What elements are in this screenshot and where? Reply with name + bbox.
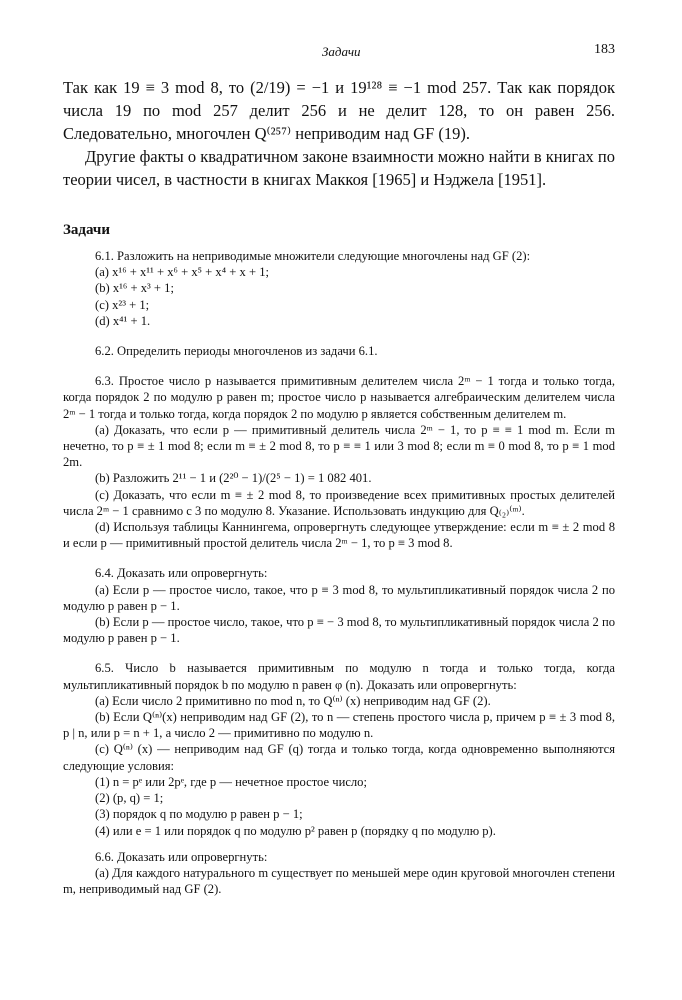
problem-6-6-a: (a) Для каждого натурального m существует по меньшей мере один круговой многочлен степени m, неприводимый над GF (2). <box>63 865 615 897</box>
problem-6-5-c-4: (4) или e = 1 или порядок q по модулю p² равен p (порядку q по модулю p). <box>95 823 496 838</box>
problem-6-5-a: (a) Если число 2 примитивно по mod n, то Q⁽ⁿ⁾ (x) неприводим над GF (2). <box>95 693 491 708</box>
section-heading: Задачи <box>63 222 111 238</box>
problem-6-5-c-2: (2) (p, q) = 1; <box>95 791 164 806</box>
page-number: 183 <box>594 42 615 57</box>
problem-6-3-b: (b) Разложить 2¹¹ − 1 и (2²⁰ − 1)/(2⁵ − 1) = 1 082 401. <box>95 471 372 486</box>
problem-6-5-c-1: (1) n = pᵉ или 2pᵉ, где p — нечетное простое число; <box>95 774 367 789</box>
problem-6-5-b: (b) Если Q⁽ⁿ⁾(x) неприводим над GF (2), то n — степень простого числа p, причем p ≡ ± 3 mod 8, p | n, или p = n + 1, а число 2 — примитивно по модулю n. <box>63 710 615 741</box>
intro-paragraph-2: Другие факты о квадратичном законе взаимности можно найти в книгах по теории чисел, в частности в книгах Маккоя [1965] и Нэджела [1951]. <box>63 147 615 189</box>
problem-6-1-b: (b) x¹⁶ + x³ + 1; <box>95 281 174 296</box>
problem-6-6: 6.6. Доказать или опровергнуть: <box>95 849 268 864</box>
problem-6-5-c-3: (3) порядок q по модулю p равен p − 1; <box>95 807 303 822</box>
intro-paragraph-1: Так как 19 ≡ 3 mod 8, то (2/19) = −1 и 19¹²⁸ ≡ −1 mod 257. Так как порядок числа 19 по mod 257 делит 256 и не делит 128, то он равен 256. Следовательно, многочлен Q⁽²⁵⁷⁾ неприводим над GF (19). <box>63 78 615 143</box>
problem-6-1-d: (d) x⁴¹ + 1. <box>95 313 151 328</box>
problem-6-4-a: (a) Если p — простое число, такое, что p ≡ 3 mod 8, то мультипликативный порядок числа 2 по модулю p равен p − 1. <box>63 582 615 613</box>
problem-6-3-a: (a) Доказать, что если p — примитивный делитель числа 2ᵐ − 1, то p ≡ ≡ 1 mod m. Если m нечетно, то p ≡ ± 1 mod 8; если m ≡ ± 2 mod 8, то p ≡ ≡ 1 или 3 mod 8; если m ≡ 0 mod 8, то p ≡ 1 mod 2m. <box>63 422 615 470</box>
problem-6-3: 6.3. Простое число p называется примитивным делителем числа 2ᵐ − 1 тогда и только тогда, когда порядок 2 по модулю p равен m; простое число p называется алгебраическим делителем числа 2ᵐ − 1 тогда и только тогда, когда порядок 2 по модулю p является собственным делителем m. <box>63 374 615 421</box>
problem-6-3-d: (d) Используя таблицы Каннингема, опровергнуть следующее утверждение: если m ≡ ± 2 mod 8 и если p — примитивный простой делитель числа 2ᵐ − 1, то p ≡ 3 mod 8. <box>63 520 615 551</box>
problem-6-4-b: (b) Если p — простое число, такое, что p ≡ − 3 mod 8, то мультипликативный порядок числа 2 по модулю p равен p − 1. <box>63 615 615 646</box>
problem-6-2: 6.2. Определить периоды многочленов из задачи 6.1. <box>95 344 378 359</box>
problem-6-1-a: (a) x¹⁶ + x¹¹ + x⁶ + x⁵ + x⁴ + x + 1; <box>95 265 269 280</box>
problem-6-4: 6.4. Доказать или опровергнуть: <box>95 566 268 581</box>
problem-6-5-c: (c) Q⁽ⁿ⁾ (x) — неприводим над GF (q) тогда и только тогда, когда одновременно выполняются следующие условия: <box>63 742 615 773</box>
running-header-title: Задачи <box>322 44 361 59</box>
problem-6-3-c: (c) Доказать, что если m ≡ ± 2 mod 8, то произведение всех примитивных простых делителей числа 2ᵐ − 1 сравнимо с 3 по модулю 8. Указание. Использовать индукцию для Q₍₂₎⁽ᵐ⁾. <box>63 487 615 518</box>
problem-6-5: 6.5. Число b называется примитивным по модулю n тогда и только тогда, когда мультипликативный порядок b по модулю n равен φ (n). Доказать или опровергнуть: <box>63 661 615 692</box>
problems-list <box>63 248 615 897</box>
intro-text <box>63 76 615 191</box>
problem-6-1-c: (c) x²³ + 1; <box>95 297 150 312</box>
problem-6-1: 6.1. Разложить на неприводимые множители следующие многочлены над GF (2): <box>95 249 531 263</box>
